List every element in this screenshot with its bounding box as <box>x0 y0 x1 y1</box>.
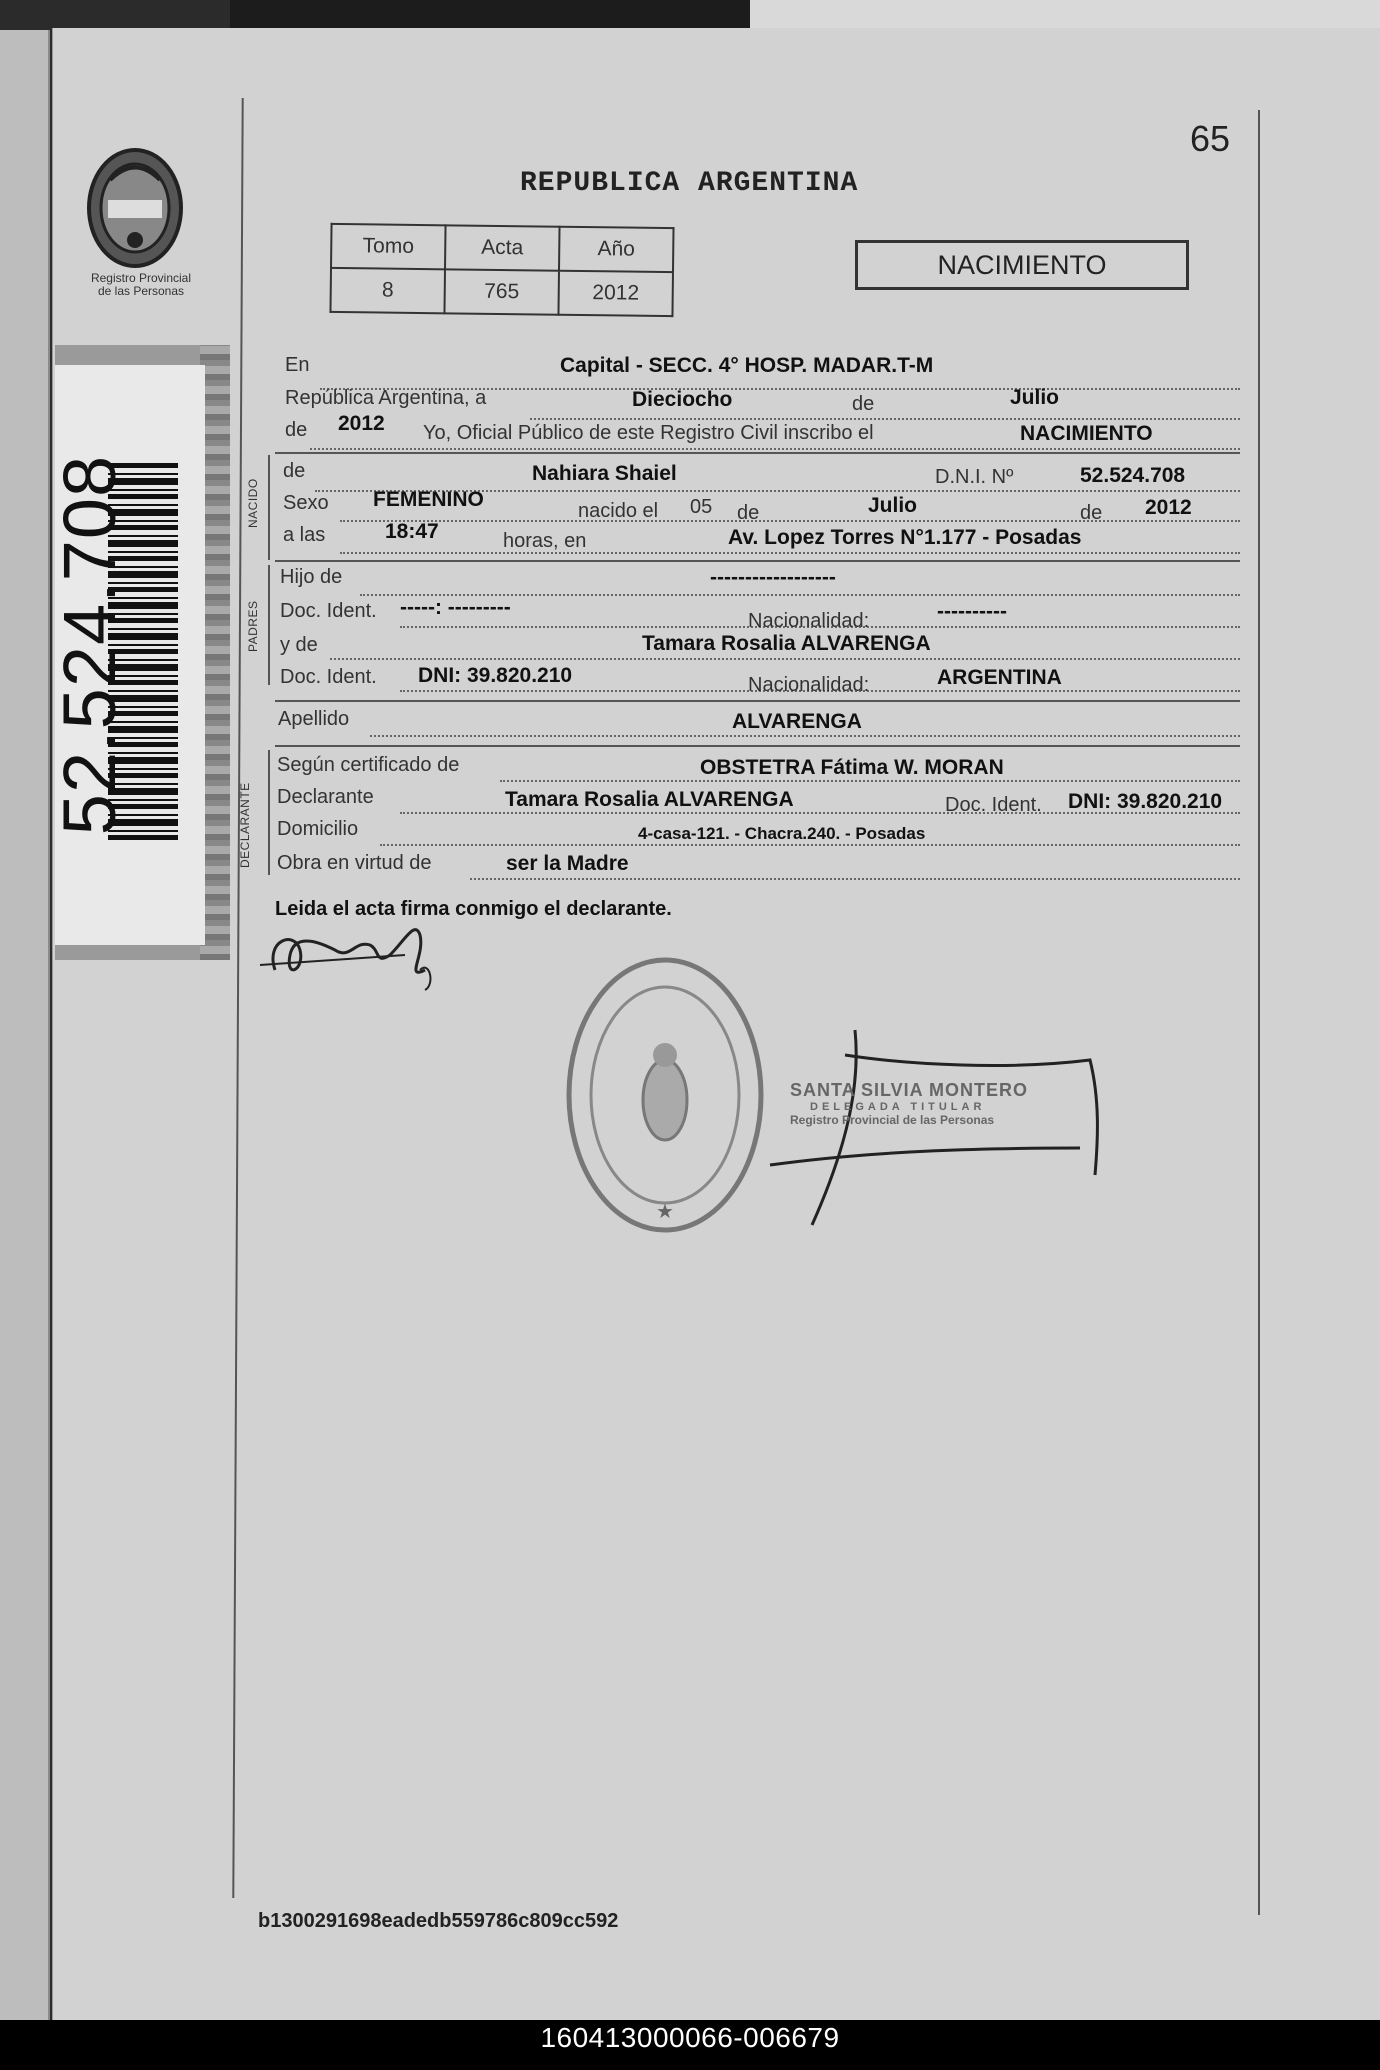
closing-statement: Leida el acta firma conmigo el declarante. <box>275 898 672 920</box>
section-divider <box>275 700 1240 702</box>
dotted-line <box>330 658 1240 660</box>
delegate-role: DELEGADA TITULAR <box>810 1101 986 1113</box>
nacido-label: nacido el <box>578 500 659 522</box>
dotted-line <box>370 735 1240 737</box>
delegate-office: Registro Provincial de las Personas <box>790 1113 995 1127</box>
section-divider <box>275 452 1240 454</box>
mother-doc: DNI: 39.820.210 <box>418 664 573 687</box>
birth-day: 05 <box>690 496 713 518</box>
section-divider <box>275 560 1240 562</box>
apellido-label: Apellido <box>278 708 350 730</box>
child-name: Nahiara Shaiel <box>532 462 677 485</box>
de-label: de <box>283 460 306 482</box>
declarant-address: 4-casa-121. - Chacra.240. - Posadas <box>638 824 926 843</box>
seal-caption-line1: Registro Provincial <box>90 271 192 285</box>
mother-name: Tamara Rosalia ALVARENGA <box>642 632 931 655</box>
dotted-line <box>530 418 1240 420</box>
dotted-line <box>310 448 1240 450</box>
background-top-dark <box>230 0 750 30</box>
registry-header-anio: Año <box>559 227 674 272</box>
registry-table <box>329 223 674 317</box>
registry-header-tomo: Tomo <box>331 224 446 269</box>
registry-table-header <box>331 224 674 272</box>
padres-bracket <box>268 565 270 685</box>
birth-year: 2012 <box>1145 496 1192 519</box>
sexo-label: Sexo <box>283 492 329 514</box>
declarant-signature-icon <box>255 910 445 1000</box>
doc-ident-label: Doc. Ident. <box>945 794 1042 816</box>
nacionalidad-label: Nacionalidad: <box>748 610 870 632</box>
padres-section-label: PADRES <box>246 600 260 652</box>
father-name: ------------------ <box>710 566 836 589</box>
declarant-capacity: ser la Madre <box>506 852 629 875</box>
dotted-line <box>340 552 1240 554</box>
nacido-bracket <box>268 455 270 560</box>
father-nationality: ---------- <box>937 600 1007 623</box>
father-doc: -----: --------- <box>400 596 511 619</box>
document-type-box: NACIMIENTO <box>855 240 1189 290</box>
barcode-number: 52.524.708 <box>48 454 131 836</box>
de-label: de <box>737 502 760 524</box>
section-divider <box>275 745 1240 747</box>
time-label: a las <box>283 524 326 546</box>
birth-time: 18:47 <box>385 520 439 543</box>
seal-caption <box>66 272 216 298</box>
declarante-bracket <box>268 750 270 875</box>
birth-place: Av. Lopez Torres N°1.177 - Posadas <box>728 526 1082 549</box>
birth-month: Julio <box>868 494 918 517</box>
doc-ident-label: Doc. Ident. <box>280 600 377 622</box>
dotted-line <box>470 878 1240 880</box>
certificate-issuer: OBSTETRA Fátima W. MORAN <box>700 756 1004 779</box>
dni-label: D.N.I. Nº <box>935 466 1014 488</box>
registration-year: 2012 <box>338 412 385 435</box>
domicilio-label: Domicilio <box>277 818 359 840</box>
seal-caption-line2: de las Personas <box>97 284 185 298</box>
en-label: En <box>285 354 310 376</box>
nacido-section-label: NACIDO <box>246 478 260 528</box>
delegate-stamp <box>790 1080 1090 1127</box>
registry-value-acta: 765 <box>444 269 559 314</box>
footer-identifier: 160413000066-006679 <box>540 2022 840 2053</box>
de-label: de <box>1080 502 1103 524</box>
nacionalidad-label: Nacionalidad: <box>748 674 870 696</box>
registry-table-values <box>330 268 673 316</box>
dotted-line <box>500 780 1240 782</box>
declarant-doc: DNI: 39.820.210 <box>1068 790 1223 813</box>
de-label: de <box>852 393 875 415</box>
dotted-line <box>340 520 1240 522</box>
mother-nationality: ARGENTINA <box>937 666 1062 689</box>
svg-text:★: ★ <box>656 1199 674 1223</box>
obra-label: Obra en virtud de <box>277 852 432 874</box>
left-page-edge <box>0 30 50 2020</box>
republic-label: República Argentina, a <box>285 387 487 409</box>
hours-label: horas, en <box>503 530 587 552</box>
document-hash: b1300291698eadedb559786c809cc592 <box>258 1910 619 1932</box>
country-title: REPUBLICA ARGENTINA <box>520 168 859 199</box>
registry-value-anio: 2012 <box>558 271 673 316</box>
registration-day: Dieciocho <box>632 388 733 411</box>
registration-location: Capital - SECC. 4° HOSP. MADAR.T-M <box>560 354 934 377</box>
child-dni: 52.524.708 <box>1080 464 1186 487</box>
dotted-line <box>380 844 1240 846</box>
declarante-section-label: DECLARANTE <box>238 782 252 868</box>
registry-header-acta: Acta <box>445 225 560 270</box>
surname: ALVARENGA <box>732 710 862 733</box>
cert-label: Según certificado de <box>277 754 460 776</box>
y-de-label: y de <box>280 634 318 656</box>
doc-ident-label: Doc. Ident. <box>280 666 377 688</box>
official-round-stamp-icon <box>560 950 770 1240</box>
page-number: 65 <box>1190 118 1231 159</box>
registry-value-tomo: 8 <box>330 268 445 313</box>
declarante-label: Declarante <box>277 786 374 808</box>
delegate-name: SANTA SILVIA MONTERO <box>790 1080 1028 1100</box>
right-frame-line <box>1258 110 1260 1915</box>
year-prefix-label: de <box>285 419 308 441</box>
officer-text: Yo, Oficial Público de este Registro Civil inscribo el <box>423 422 874 444</box>
child-sex: FEMENINO <box>373 488 484 511</box>
act-kind: NACIMIENTO <box>1020 422 1153 445</box>
declarant-name: Tamara Rosalia ALVARENGA <box>505 788 794 811</box>
registration-month: Julio <box>1010 386 1060 409</box>
hijo-label: Hijo de <box>280 566 343 588</box>
